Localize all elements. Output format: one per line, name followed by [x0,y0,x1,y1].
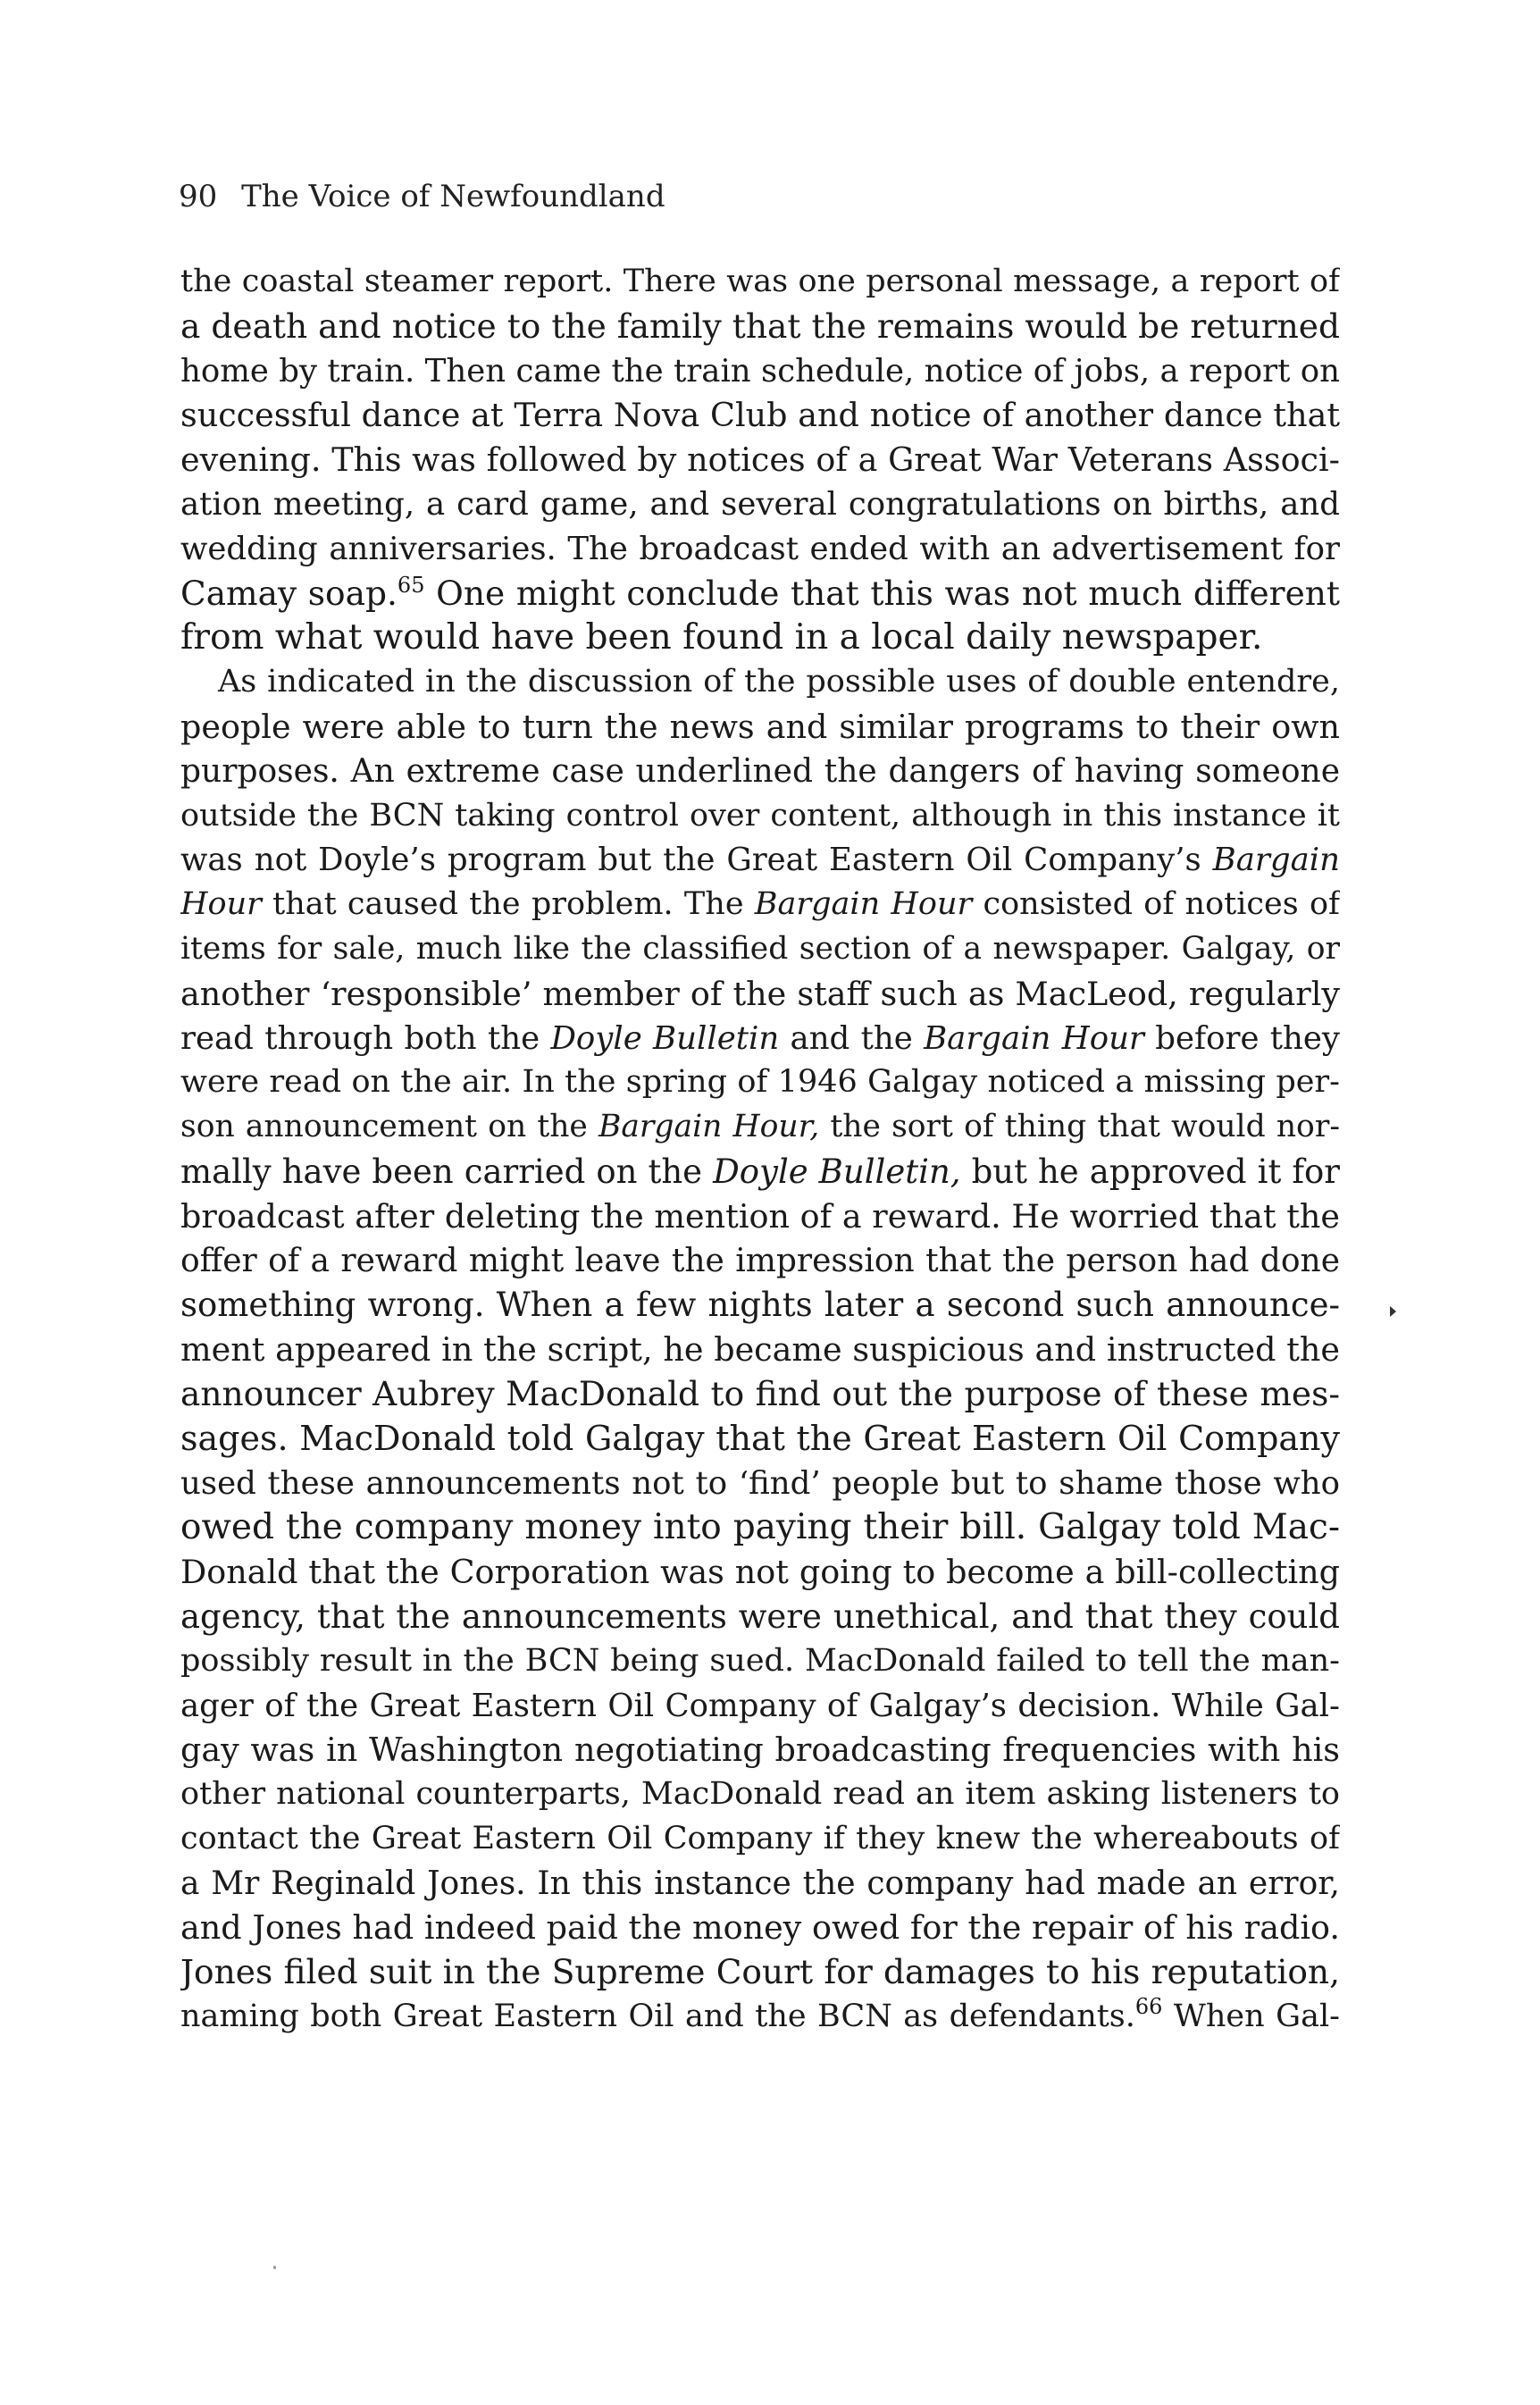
text-line [180,305,1340,349]
text-line [180,1772,1340,1817]
text-line [180,1950,1340,1995]
text-line [180,1862,1340,1906]
text-line [180,1550,1340,1595]
line-text: purposes. An extreme case underlined the dangers of having someone [180,752,1340,790]
line-text: before they [1143,1019,1340,1057]
running-head [179,177,665,216]
running-head-title: The Voice of Newfoundland [241,179,665,214]
line-text: agency, that the announcements were unethical, and that they could [180,1596,1340,1636]
text-line [180,1060,1340,1105]
text-line [180,1105,1340,1150]
text-line [180,1150,1340,1194]
margin-mark-icon [1390,1306,1396,1317]
line-text: people were able to turn the news and similar programs to their own [180,707,1340,746]
line-text: gay was in Washington negotiating broadcasting frequencies with his [180,1730,1340,1770]
text-line [180,1906,1340,1950]
line-text: sages. MacDonald told Galgay that the Great Eastern Oil Company [180,1418,1340,1458]
line-text: outside the BCN taking control over content, although in this instance it [180,797,1340,834]
italic-title: Doyle Bulletin [550,1019,780,1057]
text-line [180,1417,1340,1462]
italic-title: Bargain [1212,842,1340,879]
line-text: successful dance at Terra Nova Club and notice of another dance that [180,396,1340,435]
line-text: son announcement on the [180,1109,599,1145]
text-line [180,1728,1340,1772]
italic-title: Bargain Hour, [598,1109,820,1145]
line-text: When Gal- [1162,1999,1340,2035]
footnote-marker: 66 [1134,1995,1163,2020]
line-text: Donald that the Corporation was not going to become a bill-collecting [180,1553,1340,1592]
text-line [180,393,1340,438]
text-line [180,1017,1340,1061]
text-line [180,1239,1340,1284]
text-line [180,1817,1340,1862]
text-line [180,883,1340,927]
line-text: that caused the problem. The [261,886,755,923]
line-text: from what would have been found in a local daily newspaper. [180,617,1263,658]
text-line [180,1505,1340,1550]
text-line [180,927,1340,972]
line-text: owed the company money into paying their bill. Galgay told Mac- [180,1507,1340,1548]
text-line [180,349,1340,394]
italic-title: Doyle Bulletin, [713,1152,961,1191]
page-number: 90 [179,179,218,214]
text-line [180,1639,1340,1684]
line-text: mally have been carried on the [180,1152,714,1191]
line-text: broadcast after deleting the mention of a reward. He worried that the [180,1196,1340,1236]
text-line [180,1595,1340,1639]
text-line [180,1194,1340,1239]
line-text: announcer Aubrey MacDonald to find out the purpose of these mes- [180,1373,1340,1413]
text-line [180,1684,1340,1729]
line-text: ation meeting, a card game, and several congratulations on births, and [180,485,1340,523]
line-text: and Jones had indeed paid the money owed for the repair of his radio. [180,1908,1340,1948]
line-text: Jones filed suit in the Supreme Court for damages to his reputation, [180,1952,1340,1992]
text-line [180,438,1340,482]
text-line [180,750,1340,794]
text-line [180,1995,1340,2040]
line-text: evening. This was followed by notices of a Great War Veterans Associ- [180,440,1340,480]
line-text: ment appeared in the script, he became suspicious and instructed the [180,1330,1340,1370]
line-text: wedding anniversaries. The broadcast ended with an advertisement for [180,530,1340,567]
italic-title: Bargain Hour [754,886,973,923]
scan-speck [273,2266,276,2269]
line-text: items for sale, much like the classified section of a newspaper. Galgay, or [180,930,1340,967]
line-text: used these announcements not to ‘find’ people but to shame those who [180,1464,1340,1502]
text-line [180,660,1340,705]
line-text: were read on the air. In the spring of 1946 Galgay noticed a missing per- [180,1064,1340,1101]
text-line [180,972,1340,1017]
text-line [180,705,1340,750]
text-line [180,1372,1340,1417]
line-text: As indicated in the discussion of the possible uses of double entendre, [218,664,1340,700]
italic-title: Bargain Hour [924,1019,1144,1057]
line-text: a Mr Reginald Jones. In this instance the company had made an error, [180,1865,1340,1902]
text-line [180,616,1340,660]
line-text: a death and notice to the family that the remains would be returned [180,306,1340,346]
line-text: One might conclude that this was not much different [424,573,1340,613]
text-line [180,527,1340,572]
footnote-marker: 65 [397,572,425,598]
italic-title: Hour [180,886,262,923]
line-text: offer of a reward might leave the impression that the person had done [180,1242,1340,1279]
text-line [180,1283,1340,1328]
line-text: consisted of notices of [972,886,1340,923]
line-text: but he approved it for [960,1152,1340,1191]
line-text: Camay soap. [180,573,398,613]
line-text: naming both Great Eastern Oil and the BCN as defendants. [180,1999,1135,2035]
text-line [180,1462,1340,1506]
line-text: possibly result in the BCN being sued. MacDonald failed to tell the man- [180,1642,1340,1679]
line-text: another ‘responsible’ member of the staff such as MacLeod, regularly [180,974,1340,1013]
line-text: read through both the [180,1019,551,1057]
line-text: the coastal steamer report. There was one personal message, a report of [180,264,1340,299]
line-text: and the [779,1019,925,1057]
text-line [180,838,1340,883]
line-text: home by train. Then came the train schedule, notice of jobs, a report on [180,352,1340,390]
text-line [180,572,1340,616]
text-line [180,794,1340,839]
body-text [180,260,1340,2040]
text-line [180,482,1340,527]
line-text: ager of the Great Eastern Oil Company of Galgay’s decision. While Gal- [180,1687,1340,1724]
line-text: something wrong. When a few nights later a second such announce- [180,1286,1340,1325]
line-text: other national counterparts, MacDonald read an item asking listeners to [180,1776,1340,1813]
text-line [180,260,1340,305]
line-text: was not Doyle’s program but the Great Eastern Oil Company’s [180,842,1213,879]
text-line [180,1328,1340,1372]
line-text: contact the Great Eastern Oil Company if they knew the whereabouts of [180,1820,1340,1856]
line-text: the sort of thing that would nor- [819,1109,1340,1145]
